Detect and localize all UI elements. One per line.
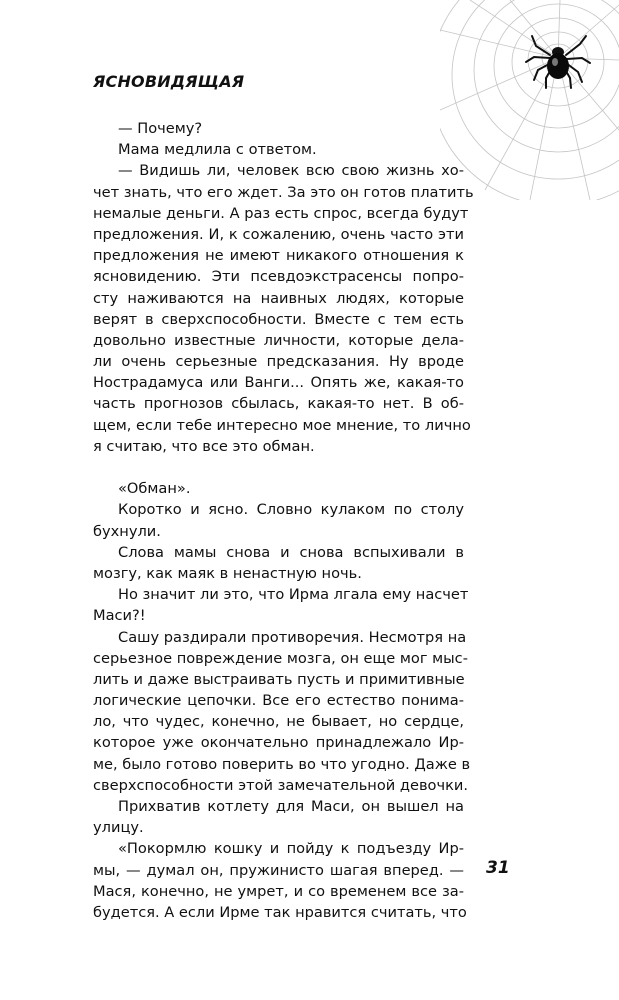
- running-title: ЯСНОВИДЯЩАЯ: [93, 72, 245, 91]
- spider-web-icon: [440, 0, 619, 200]
- text-line: Слова мамы снова и снова вспыхивали в: [118, 543, 464, 561]
- text-line: бухнули.: [93, 522, 161, 540]
- text-line: немалые деньги. А раз есть спрос, всегда будут: [93, 204, 469, 222]
- text-line: предложения. И, к сожалению, очень часто эти: [93, 225, 464, 243]
- page-number: 31: [486, 858, 510, 878]
- text-line: предложения не имеют никакого отношения к: [93, 247, 464, 265]
- text-line: логические цепочки. Все его естество понима-: [93, 692, 464, 710]
- text-line: Коротко и ясно. Словно кулаком по столу: [118, 501, 464, 519]
- text-line: щем, если тебе интересно мое мнение, то лично: [93, 416, 471, 434]
- text-line: чет знать, что его ждет. За это он готов платить: [93, 183, 474, 201]
- text-line: ясновидению. Эти псевдоэкстрасенсы попро-: [93, 268, 464, 286]
- text-line: Нострадамуса или Ванги... Опять же, какая-то: [93, 374, 464, 392]
- text-line: ло, что чудес, конечно, не бывает, но сердце,: [93, 713, 464, 731]
- text-line: довольно известные личности, которые дела-: [93, 331, 464, 349]
- text-line: Сашу раздирали противоречия. Несмотря на: [118, 628, 467, 646]
- text-line: мы, — думал он, пружинисто шагая вперед. —: [93, 861, 464, 879]
- text-line: сту наживаются на наивных людях, которые: [93, 289, 464, 307]
- spider-web-illustration: [440, 0, 619, 200]
- text-line: Маси?!: [93, 607, 146, 625]
- text-line: «Обман».: [118, 480, 191, 498]
- text-line: улицу.: [93, 819, 144, 837]
- paragraph-gap: [93, 457, 464, 478]
- text-line: — Видишь ли, человек всю свою жизнь хо-: [118, 162, 464, 180]
- text-line: я считаю, что все это обман.: [93, 437, 315, 455]
- text-line: ме, было готово поверить во что угодно. Даже в: [93, 755, 471, 773]
- text-line: — Почему?: [118, 120, 203, 137]
- text-line: мозгу, как маяк в ненастную ночь.: [93, 564, 362, 582]
- text-line: Мася, конечно, не умрет, и со временем все за-: [93, 882, 464, 900]
- text-line: серьезное повреждение мозга, он еще мог мыс-: [93, 649, 468, 667]
- text-line: будется. А если Ирме так нравится считать, что: [93, 903, 467, 921]
- text-line: которое уже окончательно принадлежало Ир-: [93, 734, 464, 752]
- text-line: Мама медлила с ответом.: [118, 141, 317, 159]
- text-line: «Покормлю кошку и пойду к подъезду Ир-: [118, 840, 464, 858]
- body-text: [93, 118, 474, 923]
- text-line: сверхспособности этой замечательной девочки.: [93, 776, 469, 794]
- text-line: Прихватив котлету для Маси, он вышел на: [118, 798, 464, 815]
- text-line: верят в сверхспособности. Вместе с тем есть: [93, 310, 464, 328]
- text-line: Но значит ли это, что Ирма лгала ему насчет: [118, 586, 469, 604]
- text-line: ли очень серьезные предсказания. Ну вроде: [93, 353, 464, 371]
- text-line: лить и даже выстраивать пусть и примитивные: [93, 670, 465, 688]
- text-line: часть прогнозов сбылась, какая-то нет. В об-: [93, 395, 464, 413]
